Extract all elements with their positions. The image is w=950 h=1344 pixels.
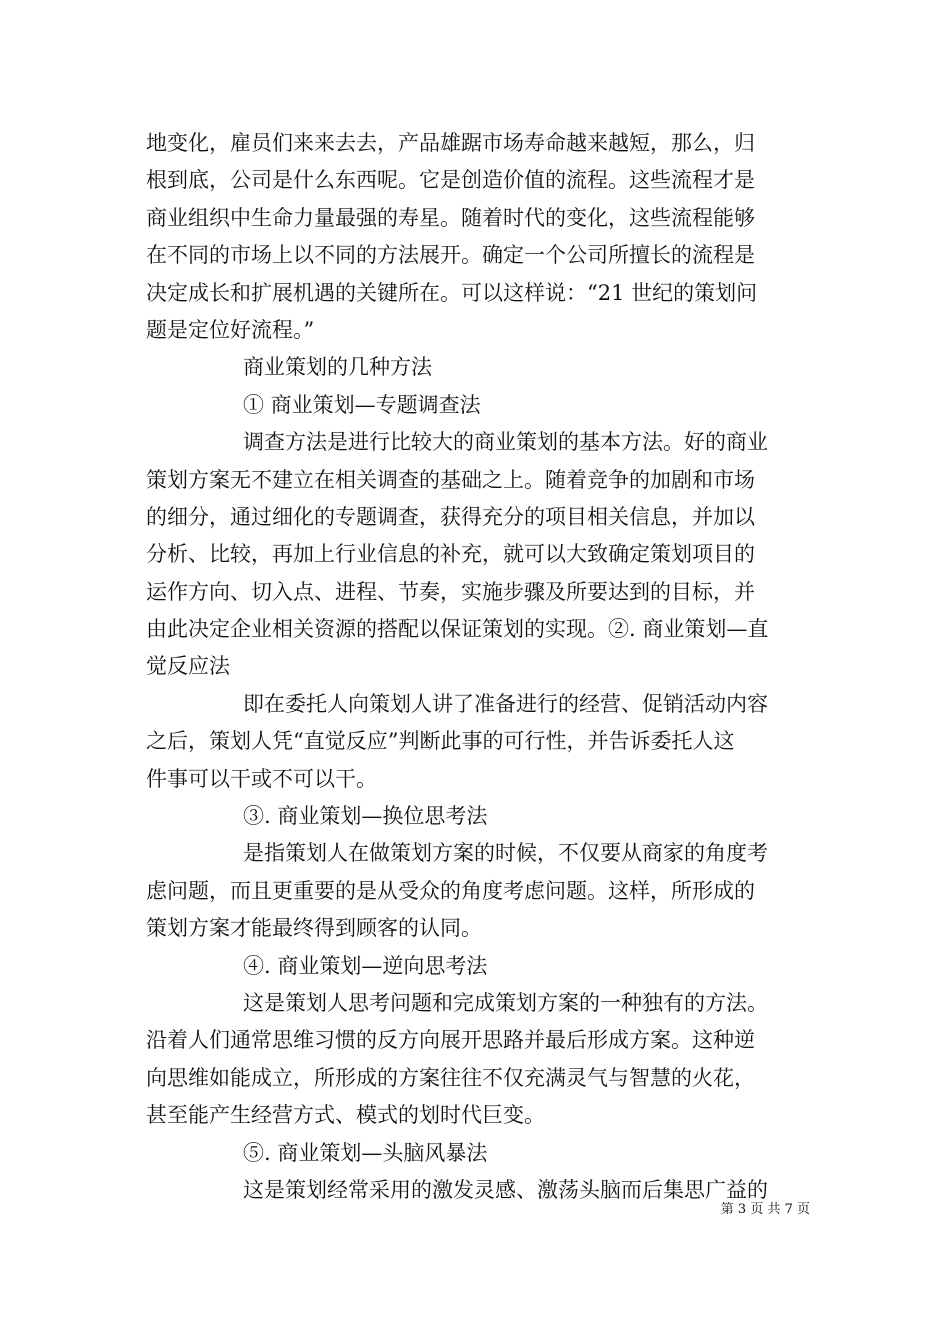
text-line: 调查方法是进行比较大的商业策划的基本方法。好的商业	[243, 430, 768, 455]
text-line: ④. 商业策划—逆向思考法	[243, 953, 488, 978]
page-number: 第 3 页 共 7 页	[720, 1202, 810, 1217]
text-line: 虑问题，而且更重要的是从受众的角度考虑问题。这样，所形成的	[146, 878, 755, 903]
text-line: 沿着人们通常思维习惯的反方向展开思路并最后形成方案。这种逆	[146, 1028, 755, 1053]
text-line: 觉反应法	[146, 654, 230, 679]
text-line: 之后，策划人凭“直觉反应”判断此事的可行性，并告诉委托人这	[146, 729, 735, 754]
text-line: 地变化，雇员们来来去去，产品雄踞市场寿命越来越短，那么，归	[146, 131, 755, 155]
text-line: 商业策划的几种方法	[243, 355, 432, 380]
text-line: 商业组织中生命力量最强的寿星。随着时代的变化，这些流程能够	[146, 205, 755, 230]
text-line: 件事可以干或不可以干。	[146, 766, 377, 791]
text-line: 甚至能产生经营方式、模式的划时代巨变。	[146, 1103, 545, 1128]
text-line: 这是策划人思考问题和完成策划方案的一种独有的方法。	[243, 990, 768, 1015]
text-line: 这是策划经常采用的激发灵感、激荡头脑而后集思广益的	[243, 1177, 768, 1202]
text-line: 策划方案无不建立在相关调查的基础之上。随着竞争的加剧和市场	[146, 467, 755, 492]
document-body	[146, 125, 810, 1209]
text-line: 分析、比较，再加上行业信息的补充，就可以大致确定策划项目的	[146, 542, 755, 567]
text-line: ① 商业策划—专题调查法	[243, 392, 481, 417]
text-line: 策划方案才能最终得到顾客的认同。	[146, 916, 482, 941]
text-line: 由此决定企业相关资源的搭配以保证策划的实现。②. 商业策划—直	[146, 617, 769, 642]
text-line: 是指策划人在做策划方案的时候，不仅要从商家的角度考	[243, 841, 768, 866]
text-line: 运作方向、切入点、进程、节奏，实施步骤及所要达到的目标，并	[146, 579, 755, 604]
text-line: 即在委托人向策划人讲了准备进行的经营、促销活动内容	[243, 691, 768, 716]
text-line: ⑤. 商业策划—头脑风暴法	[243, 1140, 488, 1165]
text-line: 的细分，通过细化的专题调查，获得充分的项目相关信息，并加以	[146, 504, 755, 529]
text-line: 根到底，公司是什么东西呢。它是创造价值的流程。这些流程才是	[146, 168, 755, 193]
text-line: 在不同的市场上以不同的方法展开。确定一个公司所擅长的流程是	[146, 243, 755, 268]
text-line: ③. 商业策划—换位思考法	[243, 804, 488, 829]
text-line: 题是定位好流程。”	[146, 317, 315, 342]
text-line: 决定成长和扩展机遇的关键所在。可以这样说：“21 世纪的策划问	[146, 280, 758, 305]
text-line: 向思维如能成立，所形成的方案往往不仅充满灵气与智慧的火花，	[146, 1065, 755, 1090]
